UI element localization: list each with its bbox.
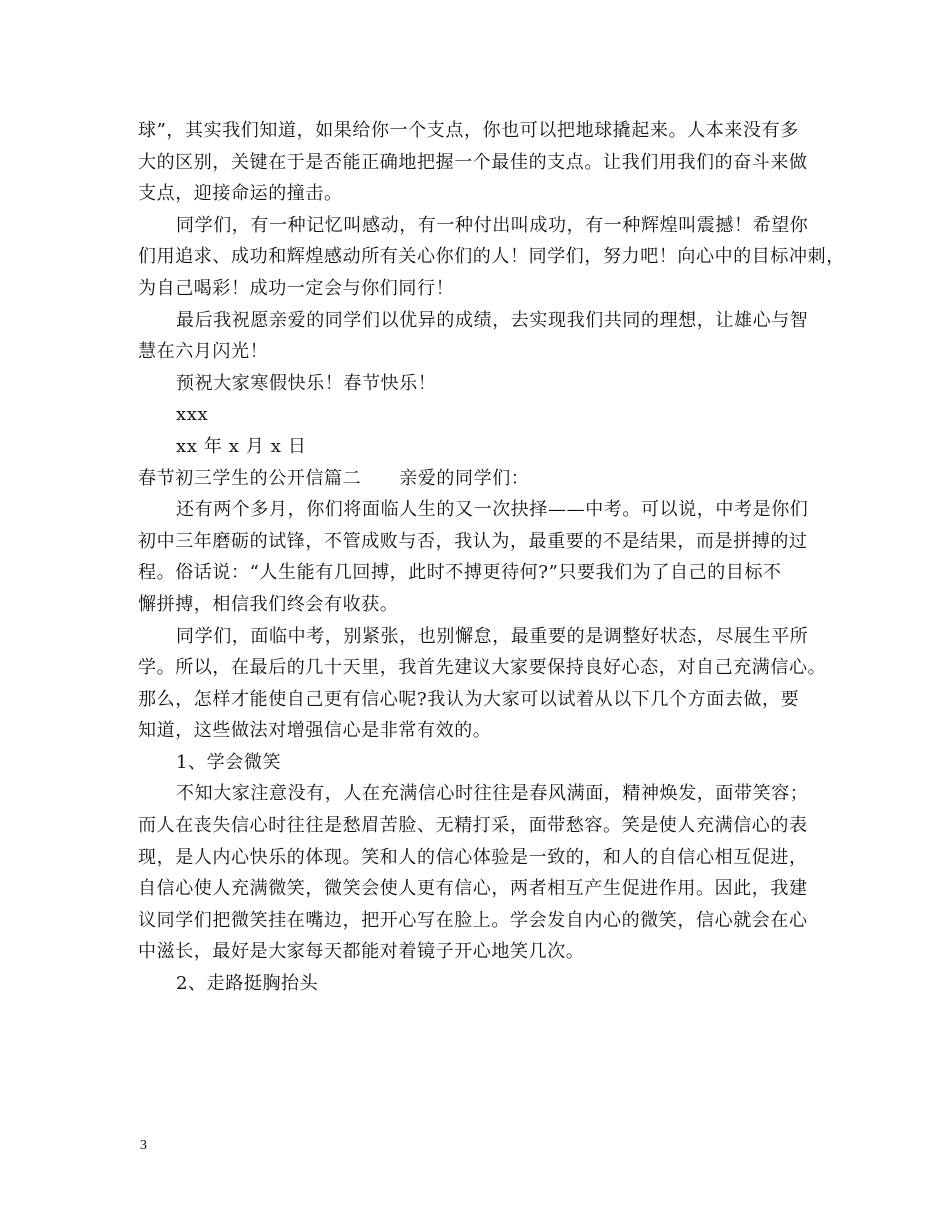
text-line: 预祝大家寒假快乐！春节快乐！ bbox=[176, 372, 437, 394]
text-line: 同学们，面临中考，别紧张，也别懈怠，最重要的是调整好状态，尽展生平所 bbox=[176, 625, 809, 647]
text-line: 同学们，有一种记忆叫感动，有一种付出叫成功，有一种辉煌叫震撼！希望你 bbox=[176, 214, 809, 236]
text-line: 自信心使人充满微笑，微笑会使人更有信心，两者相互产生促进作用。因此，我建 bbox=[138, 878, 808, 900]
text-line: 知道，这些做法对增强信心是非常有效的。 bbox=[138, 720, 492, 742]
text-line: 为自己喝彩！成功一定会与你们同行！ bbox=[138, 277, 455, 299]
signature-name: xxx bbox=[176, 404, 209, 426]
section-heading-line bbox=[138, 463, 818, 495]
text-line: 那么，怎样才能使自己更有信心呢?我认为大家可以试着从以下几个方面去做，要 bbox=[138, 688, 800, 710]
text-line: 最后我祝愿亲爱的同学们以优异的成绩，去实现我们共同的理想，让雄心与智 bbox=[176, 309, 809, 331]
text-line: 支点，迎接命运的撞击。 bbox=[138, 183, 343, 205]
text-line: 初中三年磨砺的试锋，不管成败与否，我认为，最重要的不是结果，而是拼搏的过 bbox=[138, 530, 808, 552]
text-line: 球”，其实我们知道，如果给你一个支点，你也可以把地球撬起来。人本来没有多 bbox=[138, 120, 799, 141]
text-line: 现，是人内心快乐的体现。笑和人的信心体验是一致的，和人的自信心相互促进， bbox=[138, 846, 808, 868]
text-line: 大的区别，关键在于是否能正确地把握一个最佳的支点。让我们用我们的奋斗来做 bbox=[138, 151, 808, 173]
text-line: 而人在丧失信心时往往是愁眉苦脸、无精打采，面带愁容。笑是使人充满信心的表 bbox=[138, 815, 808, 837]
document-body bbox=[138, 115, 845, 1000]
text-line: 中滋长，最好是大家每天都能对着镜子开心地笑几次。 bbox=[138, 941, 585, 963]
text-line: 们用追求、成功和辉煌感动所有关心你们的人！同学们，努力吧！向心中的目标冲刺， bbox=[138, 246, 845, 268]
text-line: 议同学们把微笑挂在嘴边，把开心写在脸上。学会发自内心的微笑，信心就会在心 bbox=[138, 909, 808, 931]
text-line: 程。俗话说：“人生能有几回搏，此时不搏更待何?”只要我们为了自己的目标不 bbox=[138, 562, 782, 584]
text-line: 慧在六月闪光！ bbox=[138, 341, 269, 363]
text-line: 还有两个多月，你们将面临人生的又一次抉择——中考。可以说，中考是你们 bbox=[176, 499, 809, 521]
page-number: 3 bbox=[140, 1138, 147, 1153]
text-line: 不知大家注意没有，人在充满信心时往往是春风满面，精神焕发，面带笑容； bbox=[176, 783, 809, 805]
salutation: 亲爱的同学们： bbox=[399, 467, 530, 489]
text-line: 懈拼搏，相信我们终会有收获。 bbox=[138, 593, 399, 615]
section-title: 春节初三学生的公开信篇二 bbox=[138, 467, 362, 489]
text-line: 学。所以，在最后的几十天里，我首先建议大家要保持良好心态，对自己充满信心。 bbox=[138, 657, 827, 679]
signature-date: xx 年 x 月 x 日 bbox=[176, 435, 307, 457]
subheading-1: 1、学会微笑 bbox=[176, 751, 282, 773]
subheading-2: 2、走路挺胸抬头 bbox=[176, 973, 319, 995]
